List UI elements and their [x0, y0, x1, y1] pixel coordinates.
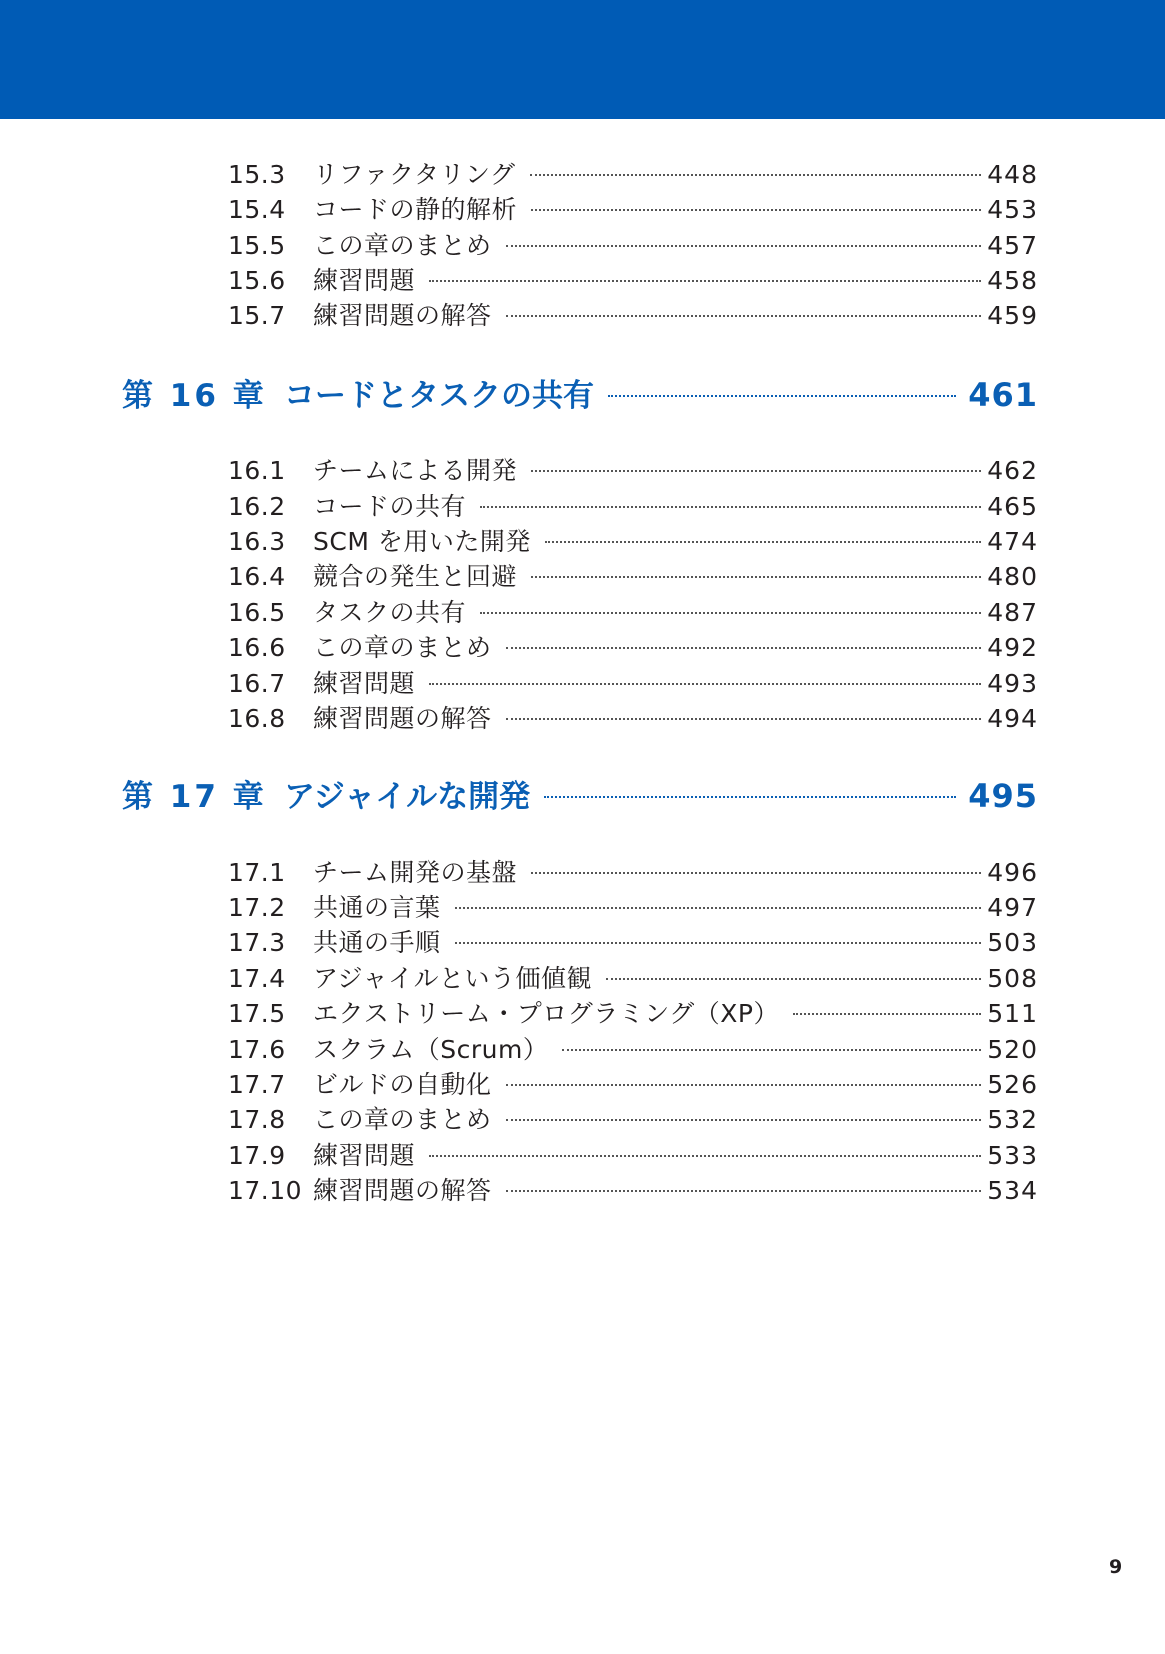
dot-leader	[531, 470, 981, 472]
section-number: 17.1	[228, 858, 286, 887]
dot-leader	[480, 506, 981, 508]
section-page: 493	[987, 669, 1038, 698]
dot-leader	[429, 683, 981, 685]
toc-entry-15-4[interactable]	[228, 193, 1038, 227]
dot-leader	[793, 1013, 981, 1015]
section-page: 497	[987, 893, 1038, 922]
toc-entry-16-5[interactable]	[228, 596, 1038, 630]
section-number: 16.1	[228, 456, 286, 485]
header-band	[0, 0, 1165, 119]
toc-entry-17-7[interactable]	[228, 1068, 1038, 1102]
chapter-title: アジャイルな開発	[284, 779, 531, 815]
section-title: チームによる開発	[313, 456, 518, 485]
dot-leader	[506, 1119, 982, 1121]
section-number: 16.5	[228, 598, 286, 627]
section-title: スクラム（Scrum）	[313, 1035, 549, 1064]
section-title: 練習問題の解答	[313, 301, 492, 330]
toc-entry-17-4[interactable]	[228, 962, 1038, 996]
section-number: 16.7	[228, 669, 286, 698]
section-title: 競合の発生と回避	[313, 562, 518, 591]
section-page: 520	[987, 1035, 1038, 1064]
chapter-title: コードとタスクの共有	[284, 378, 594, 414]
toc-entry-17-9[interactable]	[228, 1139, 1038, 1173]
section-number: 17.2	[228, 893, 286, 922]
section-page: 487	[987, 598, 1038, 627]
dot-leader	[545, 541, 981, 543]
section-page: 494	[987, 704, 1038, 733]
toc-entry-16-7[interactable]	[228, 667, 1038, 701]
chapter-page: 461	[968, 376, 1038, 414]
section-page: 533	[987, 1141, 1038, 1170]
toc-entry-16-8[interactable]	[228, 702, 1038, 736]
section-page: 453	[987, 195, 1038, 224]
section-number: 17.8	[228, 1105, 286, 1134]
dot-leader	[531, 872, 981, 874]
section-title: コードの静的解析	[313, 195, 518, 224]
section-title: この章のまとめ	[313, 1105, 492, 1134]
section-title: 練習問題	[313, 266, 416, 295]
section-number: 17.10	[228, 1176, 303, 1205]
dot-leader	[562, 1049, 981, 1051]
toc-entry-15-5[interactable]	[228, 229, 1038, 263]
dot-leader	[531, 209, 981, 211]
toc-chapter-16[interactable]	[122, 373, 1038, 417]
section-number: 15.3	[228, 160, 286, 189]
section-page: 526	[987, 1070, 1038, 1099]
section-title: 練習問題	[313, 669, 416, 698]
toc-entry-16-2[interactable]	[228, 490, 1038, 524]
section-number: 15.6	[228, 266, 286, 295]
page-number: 9	[1109, 1556, 1123, 1578]
section-title: SCM を用いた開発	[313, 527, 531, 556]
toc-chapter-17[interactable]	[122, 774, 1038, 818]
section-page: 496	[987, 858, 1038, 887]
section-title: 練習問題	[313, 1141, 416, 1170]
toc-entry-16-6[interactable]	[228, 631, 1038, 665]
section-title: この章のまとめ	[313, 633, 492, 662]
section-title: 練習問題の解答	[313, 704, 492, 733]
section-title: エクストリーム・プログラミング（XP）	[313, 999, 779, 1028]
dot-leader	[506, 315, 982, 317]
section-title: この章のまとめ	[313, 231, 492, 260]
section-page: 474	[987, 527, 1038, 556]
dot-leader	[506, 245, 982, 247]
section-page: 503	[987, 928, 1038, 957]
section-number: 17.7	[228, 1070, 286, 1099]
toc-entry-16-1[interactable]	[228, 454, 1038, 488]
dot-leader	[606, 978, 981, 980]
dot-leader	[429, 1155, 981, 1157]
dot-leader	[429, 280, 981, 282]
section-number: 15.7	[228, 301, 286, 330]
toc-entry-17-3[interactable]	[228, 926, 1038, 960]
dot-leader	[608, 395, 956, 397]
section-page: 459	[987, 301, 1038, 330]
section-title: ビルドの自動化	[313, 1070, 492, 1099]
toc-entry-15-7[interactable]	[228, 299, 1038, 333]
toc-entry-17-2[interactable]	[228, 891, 1038, 925]
section-title: チーム開発の基盤	[313, 858, 518, 887]
section-number: 17.5	[228, 999, 286, 1028]
dot-leader	[530, 174, 982, 176]
section-number: 17.6	[228, 1035, 286, 1064]
section-page: 492	[987, 633, 1038, 662]
toc-entry-16-4[interactable]	[228, 560, 1038, 594]
section-page: 480	[987, 562, 1038, 591]
section-number: 16.6	[228, 633, 286, 662]
dot-leader	[506, 718, 982, 720]
dot-leader	[506, 647, 982, 649]
section-title: 練習問題の解答	[313, 1176, 492, 1205]
section-page: 448	[987, 160, 1038, 189]
section-page: 458	[987, 266, 1038, 295]
section-page: 457	[987, 231, 1038, 260]
section-number: 15.5	[228, 231, 286, 260]
toc-entry-16-3[interactable]	[228, 525, 1038, 559]
chapter-label: 第 16 章	[122, 378, 267, 414]
chapter-page: 495	[968, 777, 1038, 815]
toc-entry-17-1[interactable]	[228, 856, 1038, 890]
toc-entry-15-6[interactable]	[228, 264, 1038, 298]
toc-entry-17-5[interactable]	[228, 997, 1038, 1031]
section-page: 465	[987, 492, 1038, 521]
section-number: 17.9	[228, 1141, 286, 1170]
dot-leader	[531, 576, 981, 578]
toc-entry-17-10[interactable]	[228, 1174, 1038, 1208]
section-page: 508	[987, 964, 1038, 993]
dot-leader	[506, 1190, 982, 1192]
section-number: 16.8	[228, 704, 286, 733]
section-number: 16.3	[228, 527, 286, 556]
section-title: 共通の手順	[313, 928, 441, 957]
section-title: タスクの共有	[313, 598, 467, 627]
section-number: 16.2	[228, 492, 286, 521]
toc-entry-15-3[interactable]	[228, 158, 1038, 192]
dot-leader	[544, 796, 956, 798]
section-title: コードの共有	[313, 492, 467, 521]
section-number: 16.4	[228, 562, 286, 591]
section-page: 462	[987, 456, 1038, 485]
section-page: 511	[987, 999, 1038, 1028]
section-number: 17.3	[228, 928, 286, 957]
chapter-label: 第 17 章	[122, 779, 267, 815]
dot-leader	[506, 1084, 982, 1086]
section-title: リファクタリング	[313, 160, 516, 189]
section-number: 17.4	[228, 964, 286, 993]
section-number: 15.4	[228, 195, 286, 224]
section-title: アジャイルという価値観	[313, 964, 593, 993]
dot-leader	[455, 942, 982, 944]
section-page: 532	[987, 1105, 1038, 1134]
toc-entry-17-8[interactable]	[228, 1103, 1038, 1137]
section-page: 534	[987, 1176, 1038, 1205]
dot-leader	[480, 612, 981, 614]
section-title: 共通の言葉	[313, 893, 441, 922]
toc-entry-17-6[interactable]	[228, 1033, 1038, 1067]
dot-leader	[455, 907, 982, 909]
